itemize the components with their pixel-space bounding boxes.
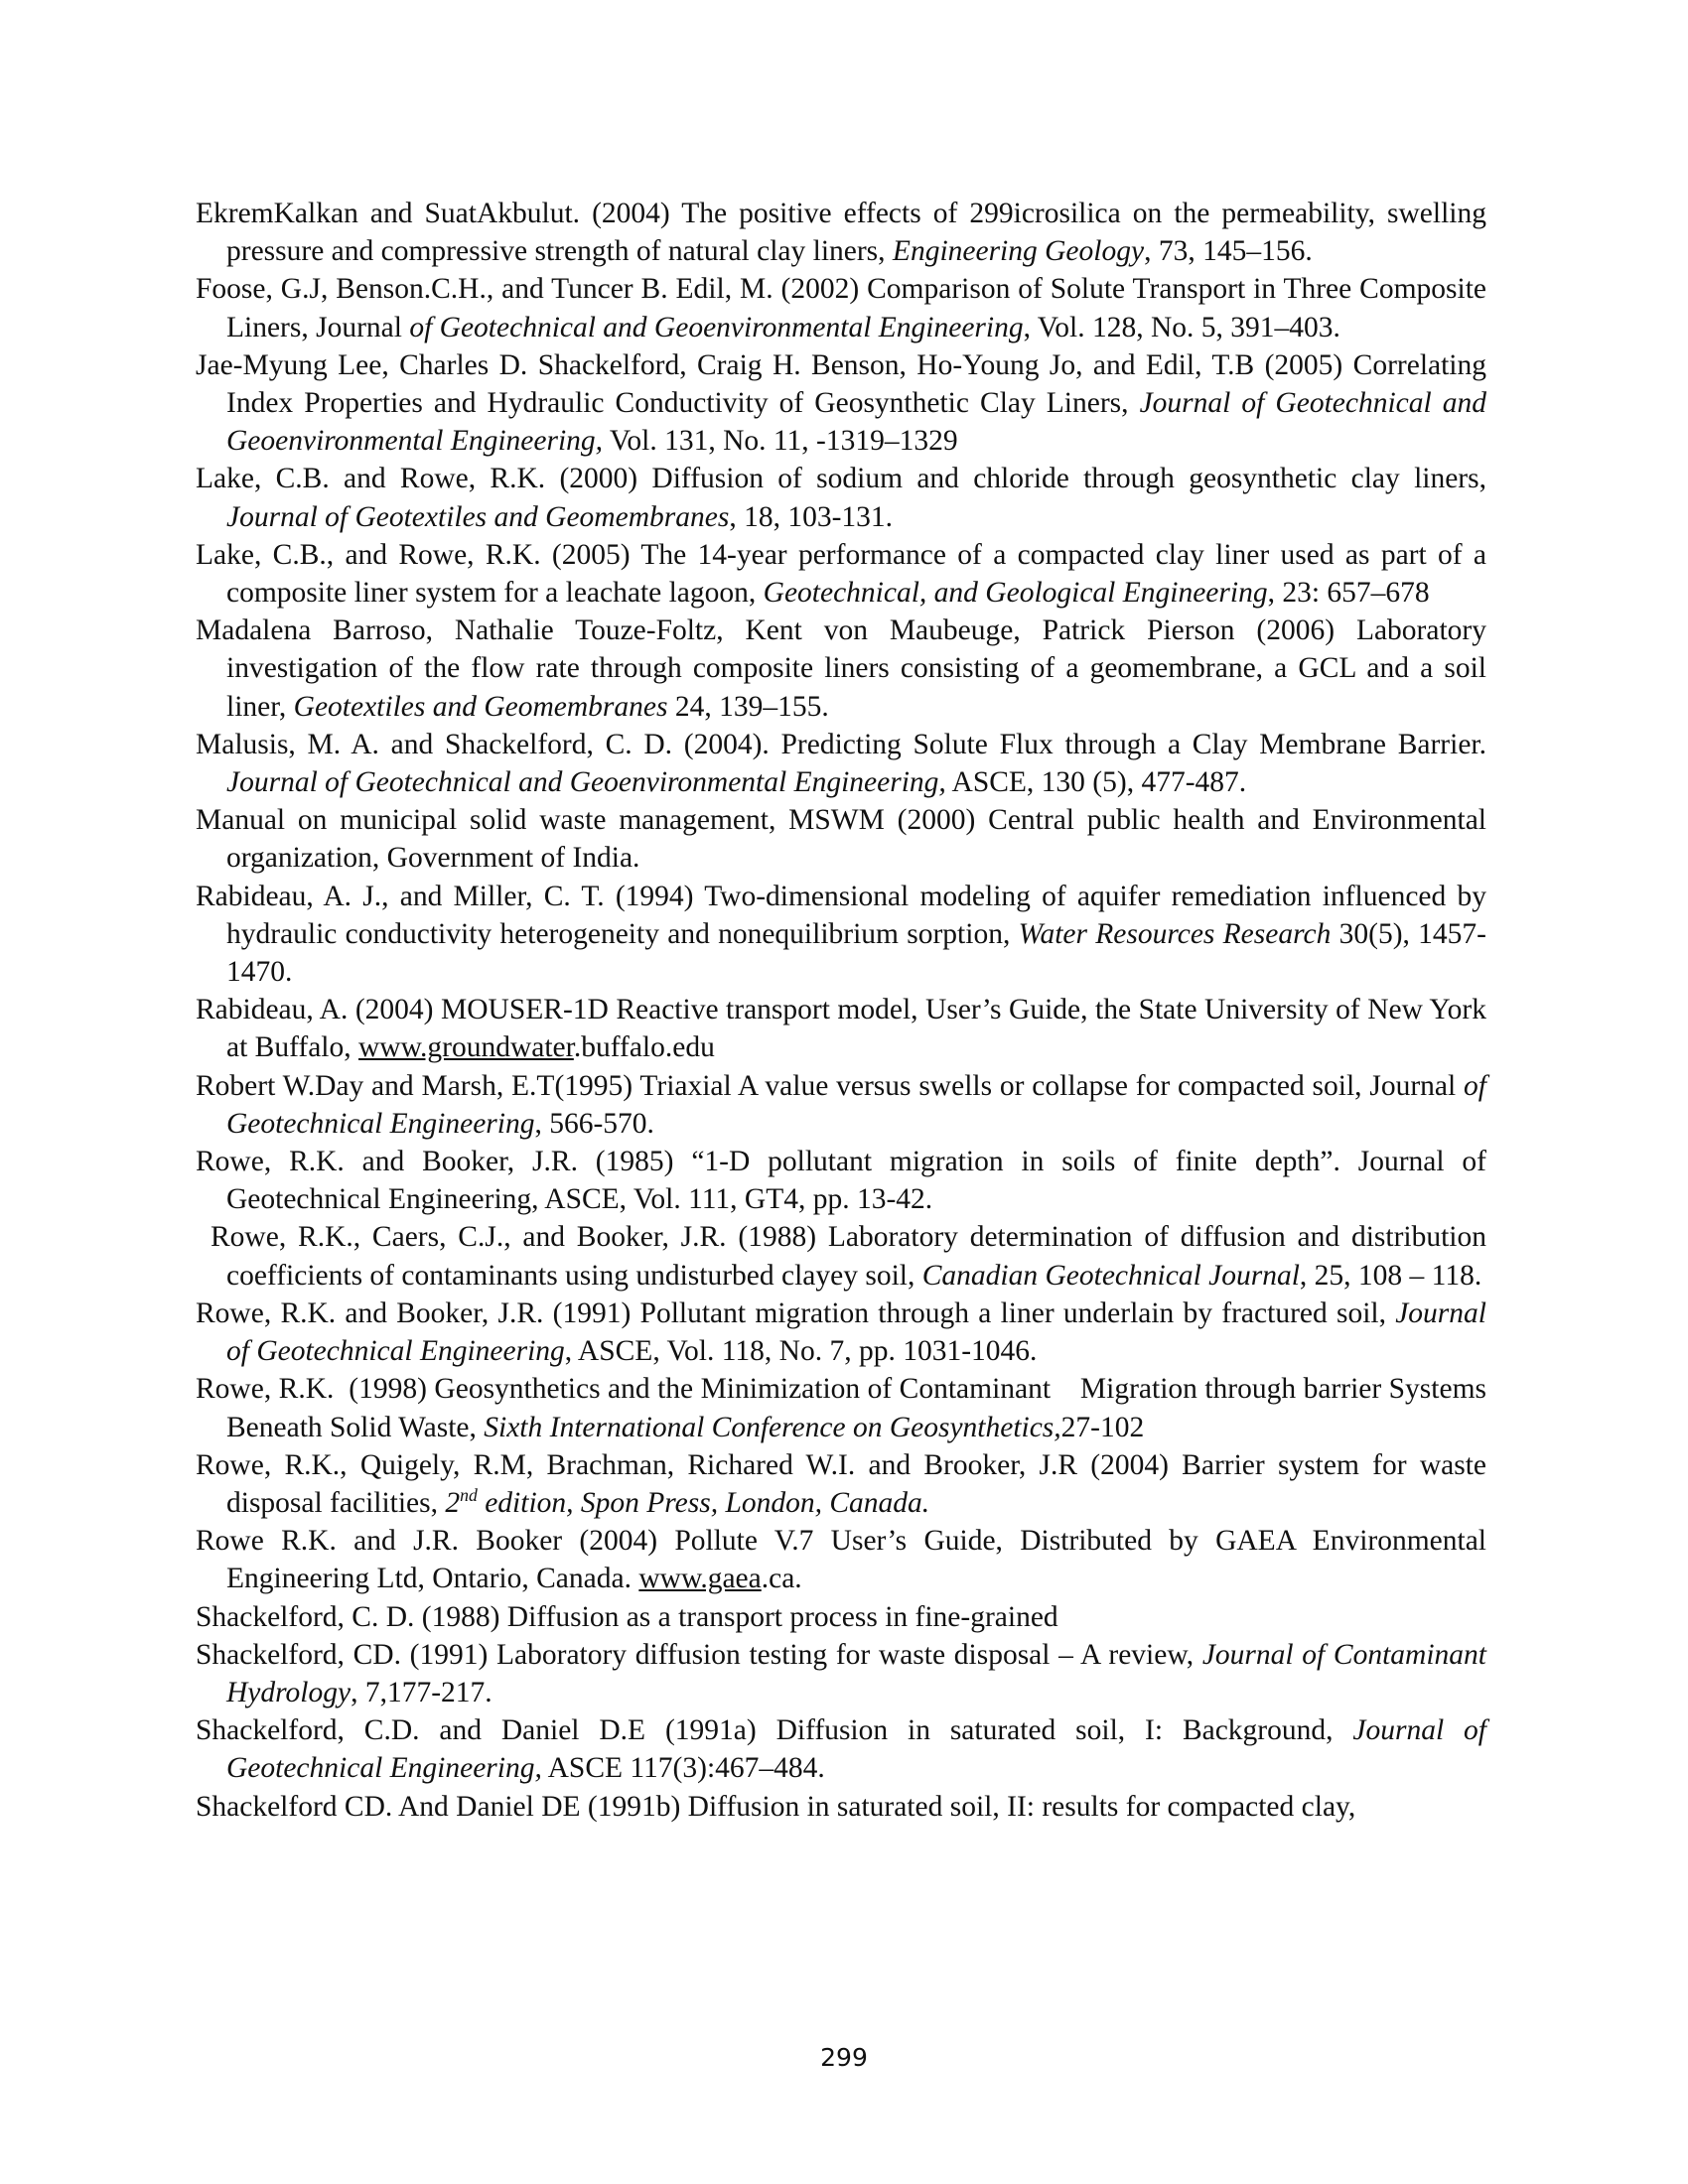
reference-text: EkremKalkan and SuatAkbulut. (2004) The positive effects of 299icrosilica on the permeability, swelling pressure and compressive strength of natural clay liners,	[196, 198, 1486, 268]
reference-details: , 73, 145–156.	[1144, 235, 1313, 268]
journal-title: of Geotechnical Engineering	[226, 1069, 1486, 1140]
journal-title: Geotechnical, and Geological Engineering	[763, 577, 1268, 610]
reference-item	[196, 1711, 1486, 1787]
reference-details: .buffalo.edu	[573, 1031, 715, 1064]
reference-details: 24, 139–155.	[667, 690, 829, 723]
reference-item	[196, 195, 1486, 270]
reference-text: Malusis, M. A. and Shackelford, C. D. (2004). Predicting Solute Flux through a Clay Membrane Barrier.	[196, 728, 1486, 760]
journal-title: Journal of Geotextiles and Geomembranes	[226, 500, 730, 533]
reference-item	[196, 536, 1486, 612]
reference-text: Rowe, R.K., Caers, C.J., and Booker, J.R. (1988) Laboratory determination of diffusion and distribution coefficients of contaminants using undisturbed clayey soil,	[211, 1221, 1486, 1292]
reference-text: Rowe, R.K. (1998) Geosynthetics and the Minimization of Contaminant Migration through barrier Systems Beneath Solid Waste,	[196, 1373, 1494, 1443]
journal-title: Journal of Geotechnical and Geoenvironmental Engineering,	[226, 766, 946, 799]
reference-item	[196, 1295, 1486, 1370]
reference-text: Shackelford CD. And Daniel DE (1991b) Diffusion in saturated soil, II: results for compacted clay,	[196, 1790, 1356, 1823]
reference-item	[196, 801, 1486, 877]
reference-item	[196, 1522, 1486, 1597]
journal-title: Journal of Geotechnical Engineering	[226, 1297, 1486, 1368]
reference-text: Rowe, R.K., Quigely, R.M, Brachman, Richared W.I. and Brooker, J.R (2004) Barrier system for waste disposal facilities,	[196, 1448, 1486, 1519]
journal-title: Journal of Geotechnical Engineering,	[226, 1714, 1486, 1785]
reference-details: Vol. 131, No. 11, -1319–1329	[603, 425, 958, 458]
reference-item	[196, 1143, 1486, 1218]
reference-text: Rowe, R.K. and Booker, J.R. (1991) Pollutant migration through a liner underlain by fractured soil,	[196, 1297, 1396, 1329]
reference-text: Rowe R.K. and J.R. Booker (2004) Pollute V.7 User’s Guide, Distributed by GAEA Environmental Engineering Ltd, Ontario, Canada.	[196, 1525, 1486, 1595]
reference-details: .ca.	[761, 1563, 802, 1595]
reference-item	[196, 612, 1486, 726]
journal-title: of Geotechnical and Geoenvironmental Engineering	[409, 311, 1024, 343]
reference-details: , 18, 103-131.	[729, 500, 894, 533]
reference-item	[196, 346, 1486, 461]
reference-item	[196, 1218, 1486, 1294]
reference-item	[196, 1370, 1494, 1445]
reference-details: , 566-570.	[534, 1107, 654, 1140]
edition-superscript: nd	[460, 1485, 478, 1506]
reference-details: , 23: 657–678	[1267, 577, 1430, 610]
reference-details: , 7,177-217.	[351, 1676, 492, 1708]
reference-text: Rabideau, A. J., and Miller, C. T. (1994) Two-dimensional modeling of aquifer remediation influenced by hydraulic conductivity heterogeneity and nonequilibrium sorption,	[196, 880, 1486, 950]
journal-title: Canadian Geotechnical Journal	[921, 1259, 1300, 1292]
journal-title: Sixth International Conference on Geosynthetics,	[484, 1411, 1061, 1443]
reference-item	[196, 270, 1486, 345]
reference-text: Rabideau, A. (2004) MOUSER-1D Reactive transport model, User’s Guide, the State University of New York at Buffalo,	[196, 994, 1486, 1064]
reference-details: , ASCE, Vol. 118, No. 7, pp. 1031-1046.	[564, 1335, 1038, 1368]
reference-text: Jae-Myung Lee, Charles D. Shackelford, Craig H. Benson, Ho-Young Jo, and Edil, T.B (2005) Correlating Index Properties and Hydraulic Conductivity of Geosynthetic Clay Liners,	[196, 348, 1486, 420]
reference-item	[196, 1788, 1486, 1826]
journal-title: Journal of Geotechnical and Geoenvironmental Engineering,	[226, 387, 1486, 458]
journal-title: Journal of Contaminant Hydrology	[226, 1638, 1486, 1708]
reference-item	[196, 991, 1486, 1066]
reference-details: , 25, 108 – 118.	[1299, 1259, 1482, 1292]
reference-text: Shackelford, C. D. (1988) Diffusion as a transport process in fine-grained	[196, 1600, 1058, 1633]
edition-number: 2	[445, 1486, 461, 1519]
reference-text: Manual on municipal solid waste management, MSWM (2000) Central public health and Environmental organization, Government of India.	[196, 804, 1486, 875]
journal-title: Geotextiles and Geomembranes	[293, 690, 668, 723]
reference-text: Madalena Barroso, Nathalie Touze-Foltz, Kent von Maubeuge, Patrick Pierson (2006) Laboratory investigation of the flow rate through composite liners consisting of a geomembrane, a GCL and a soil liner,	[196, 614, 1486, 723]
reference-item	[196, 1067, 1486, 1143]
reference-text: Shackelford, C.D. and Daniel D.E (1991a) Diffusion in saturated soil, I: Background,	[196, 1714, 1353, 1747]
reference-link[interactable]: www.groundwater	[358, 1031, 574, 1064]
reference-text: Lake, C.B., and Rowe, R.K. (2005) The 14-year performance of a compacted clay liner used as part of a composite liner system for a leachate lagoon,	[196, 538, 1486, 610]
reference-details: ASCE, 130 (5), 477-487.	[945, 766, 1247, 799]
journal-title: edition, Spon Press, London, Canada.	[477, 1486, 930, 1519]
reference-text: Rowe, R.K. and Booker, J.R. (1985) “1-D pollutant migration in soils of finite depth”. Journal of Geotechnical Engineering, ASCE, Vol. 111, GT4, pp. 13-42.	[196, 1146, 1486, 1216]
reference-text: Shackelford, CD. (1991) Laboratory diffusion testing for waste disposal – A review,	[196, 1638, 1202, 1671]
reference-list	[196, 195, 1494, 1826]
reference-details: 27-102	[1060, 1411, 1145, 1443]
reference-text: Lake, C.B. and Rowe, R.K. (2000) Diffusion of sodium and chloride through geosynthetic clay liners,	[196, 463, 1486, 495]
reference-item	[196, 726, 1486, 801]
journal-title: Water Resources Research	[1018, 917, 1332, 950]
reference-item	[196, 1446, 1486, 1522]
reference-item	[196, 1636, 1486, 1711]
reference-text: Robert W.Day and Marsh, E.T(1995) Triaxial A value versus swells or collapse for compacted soil, Journal	[196, 1069, 1465, 1102]
reference-details: ASCE 117(3):467–484.	[541, 1752, 825, 1785]
reference-details: , Vol. 128, No. 5, 391–403.	[1023, 311, 1340, 343]
reference-link[interactable]: www.gaea	[638, 1563, 762, 1595]
reference-item	[196, 460, 1486, 535]
reference-text: Foose, G.J, Benson.C.H., and Tuncer B. Edil, M. (2002) Comparison of Solute Transport in Three Composite Liners, Journal	[196, 273, 1486, 343]
reference-item	[196, 1598, 1486, 1636]
journal-title: Engineering Geology	[892, 235, 1145, 268]
reference-item	[196, 878, 1486, 992]
page-number: 299	[820, 2043, 868, 2072]
reference-details: 30(5), 1457-1470.	[226, 917, 1486, 989]
